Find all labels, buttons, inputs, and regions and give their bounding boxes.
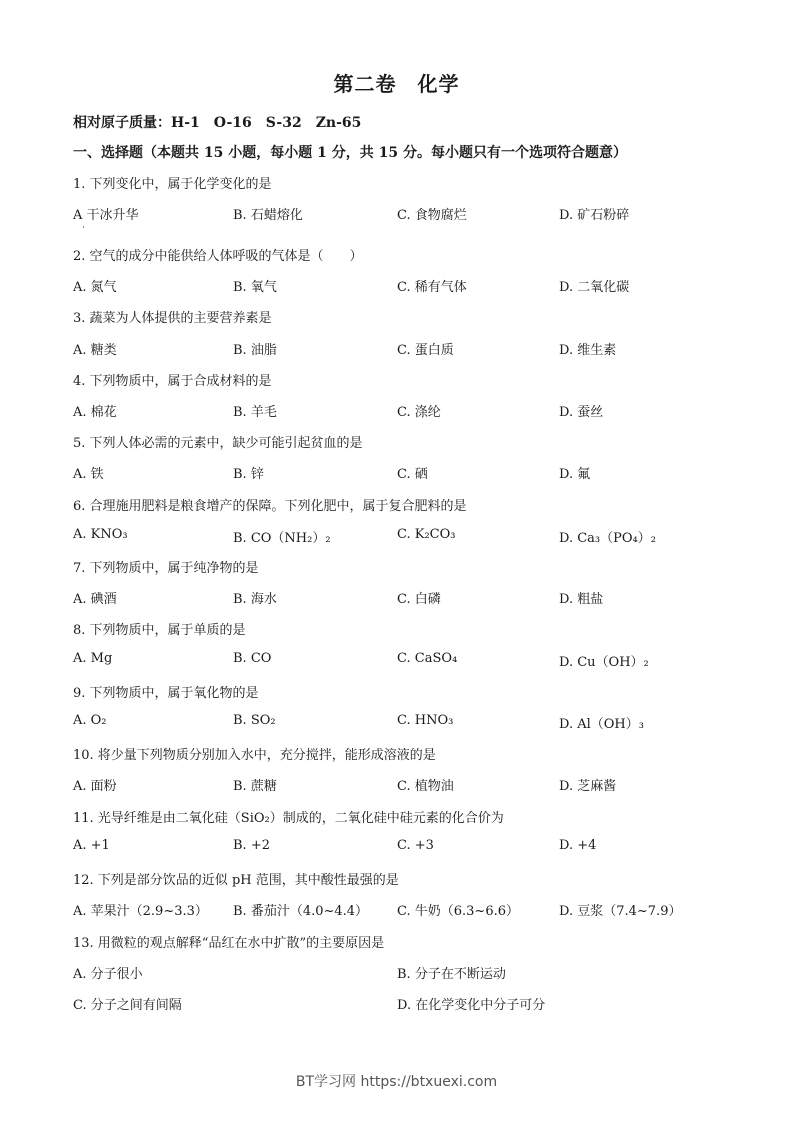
question-2-stem: 2. 空气的成分中能供给人体呼吸的气体是（ ） bbox=[73, 249, 363, 264]
option-d: D. +4 bbox=[559, 838, 597, 853]
question-1-stem: 1. 下列变化中，属于化学变化的是 bbox=[73, 177, 272, 192]
option-d: D. Cu（OH）₂ bbox=[559, 655, 649, 670]
question-8-stem: 8. 下列物质中，属于单质的是 bbox=[73, 623, 246, 638]
option-a: A. O₂ bbox=[73, 713, 107, 728]
option-a: A. +1 bbox=[73, 838, 110, 853]
option-d: D. 氟 bbox=[559, 467, 591, 482]
question-7-options bbox=[73, 588, 733, 606]
question-12-options bbox=[73, 900, 733, 918]
option-a: A. 碘酒 bbox=[73, 592, 117, 607]
question-2-options bbox=[73, 276, 733, 294]
option-a: A. KNO₃ bbox=[73, 527, 128, 542]
page-title: 第二卷 化学 bbox=[333, 72, 460, 96]
section-heading: 一、选择题（本题共 15 小题，每小题 1 分，共 15 分。每小题只有一个选项符合题意） bbox=[73, 145, 627, 161]
question-8-options bbox=[73, 651, 733, 669]
option-c: C. 分子之间有间隔 bbox=[73, 998, 182, 1013]
option-c: C. HNO₃ bbox=[397, 713, 454, 728]
option-a: A. 氮气 bbox=[73, 280, 117, 295]
option-b: B. CO（NH₂）₂ bbox=[233, 531, 331, 546]
question-4-options bbox=[73, 401, 733, 419]
option-a: A. 分子很小 bbox=[73, 967, 143, 982]
option-a: A. 棉花 bbox=[73, 405, 117, 420]
option-b: B. 油脂 bbox=[233, 343, 277, 358]
option-c: C. +3 bbox=[397, 838, 434, 853]
option-c: C. 食物腐烂 bbox=[397, 208, 467, 223]
option-d: D. 芝麻酱 bbox=[559, 779, 617, 794]
option-a: A. 糖类 bbox=[73, 343, 117, 358]
option-b: B. 海水 bbox=[233, 592, 277, 607]
option-d: D. 二氧化碳 bbox=[559, 280, 630, 295]
question-5-stem: 5. 下列人体必需的元素中，缺少可能引起贫血的是 bbox=[73, 436, 363, 451]
option-c: C. 植物油 bbox=[397, 779, 454, 794]
option-b: B. 蔗糖 bbox=[233, 779, 277, 794]
question-10-options bbox=[73, 775, 733, 793]
option-d: D. Al（OH）₃ bbox=[559, 717, 644, 732]
stray-mark bbox=[83, 226, 84, 228]
question-1-options bbox=[73, 204, 733, 222]
option-a: A. 面粉 bbox=[73, 779, 117, 794]
option-d: D. 维生素 bbox=[559, 343, 617, 358]
atomic-mass-note: 相对原子质量：H-1 O-16 S-32 Zn-65 bbox=[73, 115, 362, 131]
option-d: D. Ca₃（PO₄）₂ bbox=[559, 531, 656, 546]
option-c: C. 稀有气体 bbox=[397, 280, 467, 295]
question-11-options bbox=[73, 838, 733, 856]
option-c: C. 牛奶（6.3~6.6） bbox=[397, 904, 519, 919]
option-b: B. 石蜡熔化 bbox=[233, 208, 303, 223]
option-b: B. 氧气 bbox=[233, 280, 277, 295]
question-10-stem: 10. 将少量下列物质分别加入水中，充分搅拌，能形成溶液的是 bbox=[73, 748, 436, 763]
option-d: D. 蚕丝 bbox=[559, 405, 604, 420]
question-6-options bbox=[73, 527, 733, 545]
question-9-options bbox=[73, 713, 733, 731]
option-b: B. CO bbox=[233, 651, 272, 666]
question-3-stem: 3. 蔬菜为人体提供的主要营养素是 bbox=[73, 311, 272, 326]
option-b: B. 锌 bbox=[233, 467, 264, 482]
option-b: B. SO₂ bbox=[233, 713, 276, 728]
question-4-stem: 4. 下列物质中，属于合成材料的是 bbox=[73, 374, 272, 389]
option-c: C. K₂CO₃ bbox=[397, 527, 456, 542]
option-a: A. 苹果汁（2.9~3.3） bbox=[73, 904, 208, 919]
watermark-footer: BT学习网 https://btxuexi.com bbox=[295, 1074, 498, 1090]
option-a: A. 铁 bbox=[73, 467, 104, 482]
option-c: C. 蛋白质 bbox=[397, 343, 454, 358]
option-d: D. 粗盐 bbox=[559, 592, 604, 607]
option-a: A 干冰升华 bbox=[73, 208, 139, 223]
option-b: B. +2 bbox=[233, 838, 270, 853]
question-13-stem: 13. 用微粒的观点解释“品红在水中扩散”的主要原因是 bbox=[73, 936, 385, 951]
option-b: B. 分子在不断运动 bbox=[397, 967, 506, 982]
question-13-options-row1 bbox=[73, 963, 733, 981]
option-d: D. 矿石粉碎 bbox=[559, 208, 630, 223]
question-3-options bbox=[73, 339, 733, 357]
option-b: B. 番茄汁（4.0~4.4） bbox=[233, 904, 369, 919]
question-6-stem: 6. 合理施用肥料是粮食增产的保障。下列化肥中，属于复合肥料的是 bbox=[73, 499, 467, 514]
option-c: C. CaSO₄ bbox=[397, 651, 458, 666]
option-c: C. 涤纶 bbox=[397, 405, 441, 420]
option-b: B. 羊毛 bbox=[233, 405, 277, 420]
question-7-stem: 7. 下列物质中，属于纯净物的是 bbox=[73, 561, 259, 576]
option-c: C. 硒 bbox=[397, 467, 428, 482]
question-13-options-row2 bbox=[73, 994, 733, 1012]
question-11-stem: 11. 光导纤维是由二氧化硅（SiO₂）制成的，二氧化硅中硅元素的化合价为 bbox=[73, 811, 504, 826]
option-d: D. 豆浆（7.4~7.9） bbox=[559, 904, 682, 919]
option-a: A. Mg bbox=[73, 651, 113, 666]
question-12-stem: 12. 下列是部分饮品的近似 pH 范围，其中酸性最强的是 bbox=[73, 873, 399, 888]
question-9-stem: 9. 下列物质中，属于氧化物的是 bbox=[73, 686, 259, 701]
option-d: D. 在化学变化中分子可分 bbox=[397, 998, 546, 1013]
question-5-options bbox=[73, 463, 733, 481]
option-c: C. 白磷 bbox=[397, 592, 441, 607]
